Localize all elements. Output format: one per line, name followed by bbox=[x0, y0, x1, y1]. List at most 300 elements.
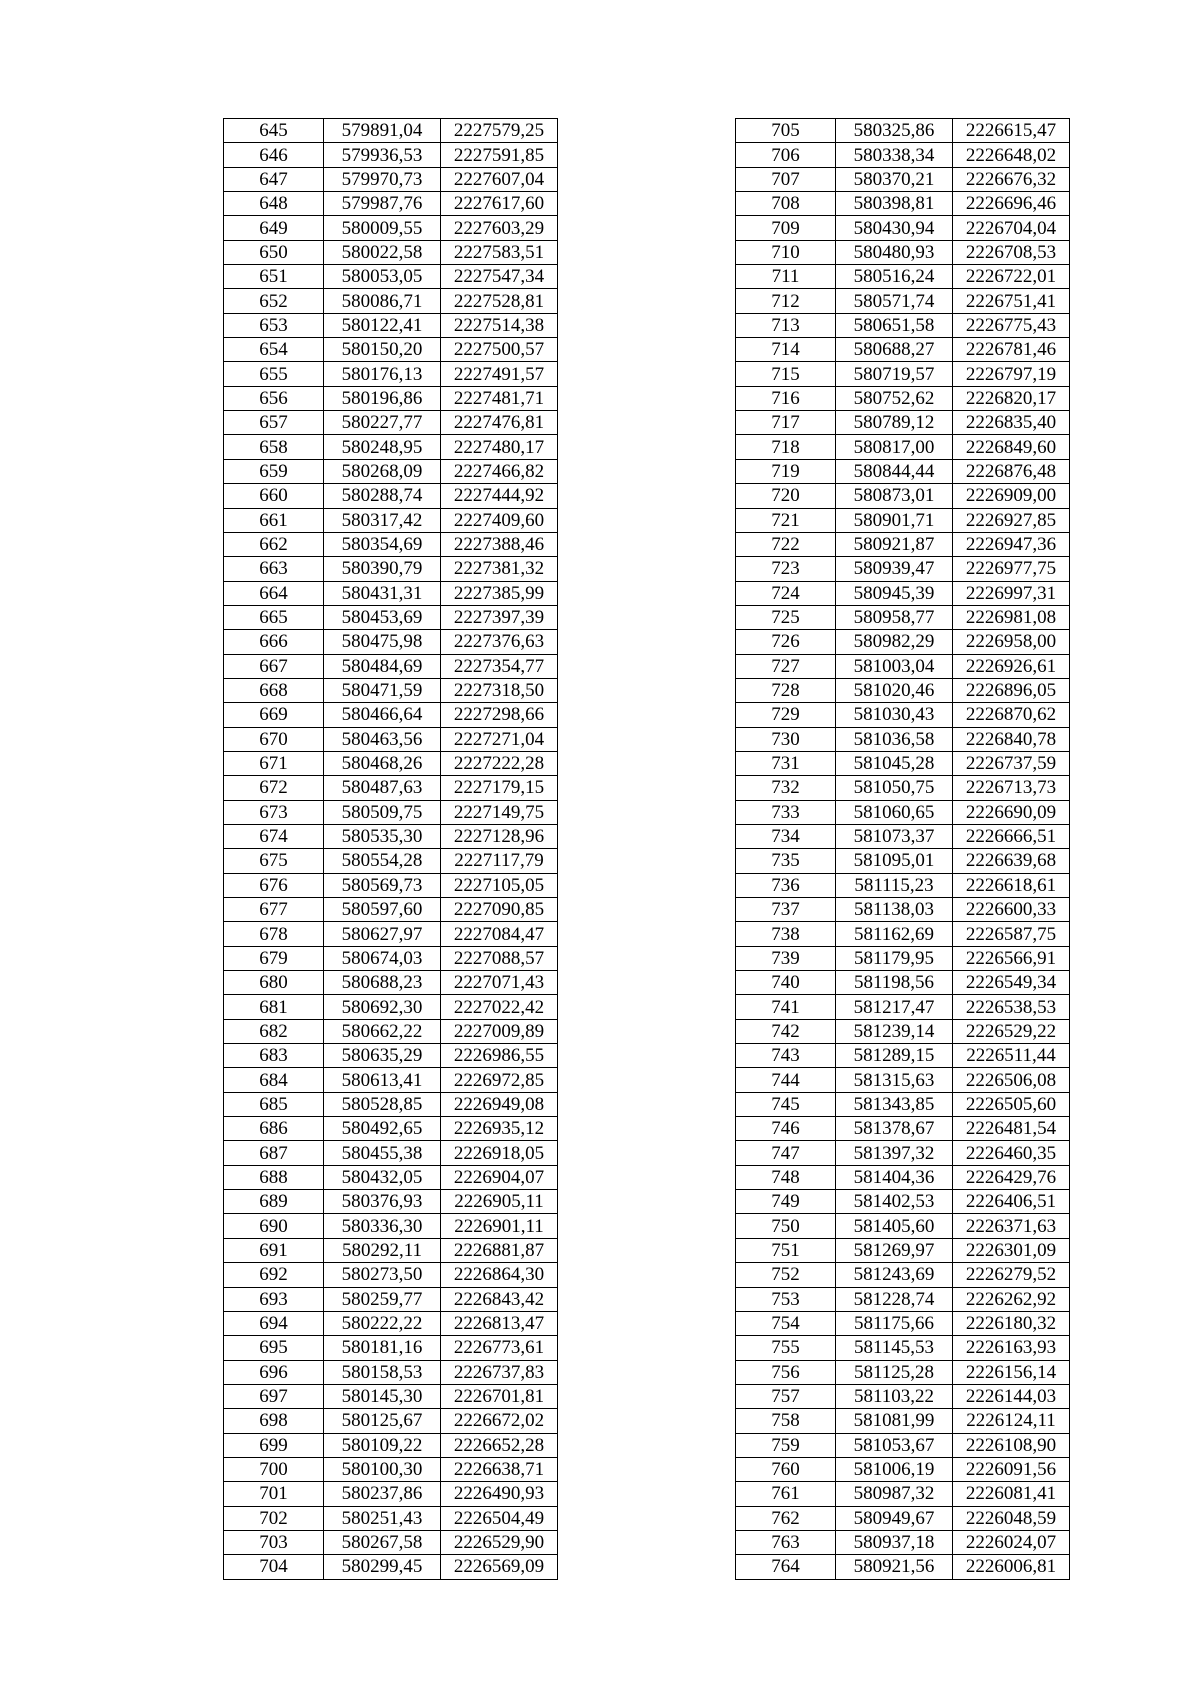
table-row bbox=[736, 1117, 1070, 1141]
y-coordinate-cell: 2226820,17 bbox=[953, 386, 1070, 410]
x-coordinate-cell: 579891,04 bbox=[324, 119, 441, 143]
point-number-cell: 664 bbox=[224, 581, 324, 605]
point-number-cell: 763 bbox=[736, 1530, 836, 1554]
x-coordinate-cell: 580145,30 bbox=[324, 1384, 441, 1408]
point-number-cell: 670 bbox=[224, 727, 324, 751]
table-row bbox=[224, 1287, 558, 1311]
point-number-cell: 679 bbox=[224, 946, 324, 970]
table-row bbox=[736, 1238, 1070, 1262]
y-coordinate-cell: 2227385,99 bbox=[441, 581, 558, 605]
point-number-cell: 721 bbox=[736, 508, 836, 532]
point-number-cell: 755 bbox=[736, 1336, 836, 1360]
table-row bbox=[736, 898, 1070, 922]
table-row bbox=[736, 1287, 1070, 1311]
y-coordinate-cell: 2227084,47 bbox=[441, 922, 558, 946]
point-number-cell: 762 bbox=[736, 1506, 836, 1530]
point-number-cell: 750 bbox=[736, 1214, 836, 1238]
table-row bbox=[736, 1384, 1070, 1408]
x-coordinate-cell: 580100,30 bbox=[324, 1457, 441, 1481]
point-number-cell: 706 bbox=[736, 143, 836, 167]
table-row bbox=[224, 1165, 558, 1189]
x-coordinate-cell: 580463,56 bbox=[324, 727, 441, 751]
y-coordinate-cell: 2226481,54 bbox=[953, 1117, 1070, 1141]
table-row bbox=[736, 1482, 1070, 1506]
x-coordinate-cell: 580492,65 bbox=[324, 1117, 441, 1141]
y-coordinate-cell: 2226775,43 bbox=[953, 313, 1070, 337]
point-number-cell: 760 bbox=[736, 1457, 836, 1481]
x-coordinate-cell: 581060,65 bbox=[836, 800, 953, 824]
point-number-cell: 685 bbox=[224, 1092, 324, 1116]
table-row bbox=[736, 776, 1070, 800]
x-coordinate-cell: 581036,58 bbox=[836, 727, 953, 751]
x-coordinate-cell: 581115,23 bbox=[836, 873, 953, 897]
point-number-cell: 764 bbox=[736, 1555, 836, 1579]
point-number-cell: 651 bbox=[224, 265, 324, 289]
point-number-cell: 667 bbox=[224, 654, 324, 678]
point-number-cell: 743 bbox=[736, 1044, 836, 1068]
point-number-cell: 728 bbox=[736, 678, 836, 702]
x-coordinate-cell: 580432,05 bbox=[324, 1165, 441, 1189]
x-coordinate-cell: 580009,55 bbox=[324, 216, 441, 240]
y-coordinate-cell: 2227071,43 bbox=[441, 971, 558, 995]
point-number-cell: 737 bbox=[736, 898, 836, 922]
point-number-cell: 700 bbox=[224, 1457, 324, 1481]
point-number-cell: 684 bbox=[224, 1068, 324, 1092]
point-number-cell: 708 bbox=[736, 192, 836, 216]
point-number-cell: 671 bbox=[224, 751, 324, 775]
table-row bbox=[736, 1044, 1070, 1068]
x-coordinate-cell: 580053,05 bbox=[324, 265, 441, 289]
table-row bbox=[736, 751, 1070, 775]
y-coordinate-cell: 2226870,62 bbox=[953, 703, 1070, 727]
x-coordinate-cell: 580086,71 bbox=[324, 289, 441, 313]
table-row bbox=[224, 1190, 558, 1214]
point-number-cell: 742 bbox=[736, 1019, 836, 1043]
y-coordinate-cell: 2227480,17 bbox=[441, 435, 558, 459]
y-coordinate-cell: 2227149,75 bbox=[441, 800, 558, 824]
table-row bbox=[736, 508, 1070, 532]
table-row bbox=[736, 581, 1070, 605]
point-number-cell: 663 bbox=[224, 557, 324, 581]
x-coordinate-cell: 580958,77 bbox=[836, 605, 953, 629]
y-coordinate-cell: 2226849,60 bbox=[953, 435, 1070, 459]
y-coordinate-cell: 2227376,63 bbox=[441, 630, 558, 654]
x-coordinate-cell: 580338,34 bbox=[836, 143, 953, 167]
y-coordinate-cell: 2226569,09 bbox=[441, 1555, 558, 1579]
y-coordinate-cell: 2227022,42 bbox=[441, 995, 558, 1019]
table-row bbox=[736, 1311, 1070, 1335]
table-row bbox=[224, 922, 558, 946]
point-number-cell: 757 bbox=[736, 1384, 836, 1408]
point-number-cell: 745 bbox=[736, 1092, 836, 1116]
x-coordinate-cell: 580651,58 bbox=[836, 313, 953, 337]
point-number-cell: 693 bbox=[224, 1287, 324, 1311]
y-coordinate-cell: 2226926,61 bbox=[953, 654, 1070, 678]
x-coordinate-cell: 580122,41 bbox=[324, 313, 441, 337]
y-coordinate-cell: 2226997,31 bbox=[953, 581, 1070, 605]
table-row bbox=[736, 289, 1070, 313]
y-coordinate-cell: 2227476,81 bbox=[441, 411, 558, 435]
y-coordinate-cell: 2226638,71 bbox=[441, 1457, 558, 1481]
point-number-cell: 747 bbox=[736, 1141, 836, 1165]
y-coordinate-cell: 2227603,29 bbox=[441, 216, 558, 240]
point-number-cell: 720 bbox=[736, 484, 836, 508]
y-coordinate-cell: 2226909,00 bbox=[953, 484, 1070, 508]
y-coordinate-cell: 2226587,75 bbox=[953, 922, 1070, 946]
y-coordinate-cell: 2226708,53 bbox=[953, 240, 1070, 264]
y-coordinate-cell: 2226876,48 bbox=[953, 459, 1070, 483]
x-coordinate-cell: 580635,29 bbox=[324, 1044, 441, 1068]
x-coordinate-cell: 580692,30 bbox=[324, 995, 441, 1019]
point-number-cell: 727 bbox=[736, 654, 836, 678]
y-coordinate-cell: 2226460,35 bbox=[953, 1141, 1070, 1165]
table-row bbox=[224, 1068, 558, 1092]
point-number-cell: 675 bbox=[224, 849, 324, 873]
table-row bbox=[224, 459, 558, 483]
y-coordinate-cell: 2226949,08 bbox=[441, 1092, 558, 1116]
point-number-cell: 672 bbox=[224, 776, 324, 800]
point-number-cell: 703 bbox=[224, 1530, 324, 1554]
x-coordinate-cell: 580921,56 bbox=[836, 1555, 953, 1579]
x-coordinate-cell: 581315,63 bbox=[836, 1068, 953, 1092]
table-row bbox=[736, 484, 1070, 508]
table-row bbox=[224, 167, 558, 191]
y-coordinate-cell: 2226504,49 bbox=[441, 1506, 558, 1530]
table-row bbox=[736, 532, 1070, 556]
table-row bbox=[736, 1068, 1070, 1092]
point-number-cell: 738 bbox=[736, 922, 836, 946]
point-number-cell: 645 bbox=[224, 119, 324, 143]
point-number-cell: 751 bbox=[736, 1238, 836, 1262]
table-row bbox=[736, 1165, 1070, 1189]
y-coordinate-cell: 2226024,07 bbox=[953, 1530, 1070, 1554]
table-row bbox=[224, 727, 558, 751]
point-number-cell: 730 bbox=[736, 727, 836, 751]
y-coordinate-cell: 2227583,51 bbox=[441, 240, 558, 264]
point-number-cell: 690 bbox=[224, 1214, 324, 1238]
x-coordinate-cell: 580484,69 bbox=[324, 654, 441, 678]
y-coordinate-cell: 2226538,53 bbox=[953, 995, 1070, 1019]
x-coordinate-cell: 579936,53 bbox=[324, 143, 441, 167]
y-coordinate-cell: 2226947,36 bbox=[953, 532, 1070, 556]
y-coordinate-cell: 2227500,57 bbox=[441, 338, 558, 362]
point-number-cell: 647 bbox=[224, 167, 324, 191]
x-coordinate-cell: 581243,69 bbox=[836, 1263, 953, 1287]
point-number-cell: 736 bbox=[736, 873, 836, 897]
x-coordinate-cell: 580466,64 bbox=[324, 703, 441, 727]
y-coordinate-cell: 2226773,61 bbox=[441, 1336, 558, 1360]
table-row bbox=[224, 1457, 558, 1481]
y-coordinate-cell: 2226935,12 bbox=[441, 1117, 558, 1141]
x-coordinate-cell: 580317,42 bbox=[324, 508, 441, 532]
table-row bbox=[736, 1506, 1070, 1530]
point-number-cell: 673 bbox=[224, 800, 324, 824]
point-number-cell: 704 bbox=[224, 1555, 324, 1579]
table-row bbox=[736, 971, 1070, 995]
x-coordinate-cell: 580299,45 bbox=[324, 1555, 441, 1579]
point-number-cell: 716 bbox=[736, 386, 836, 410]
table-row bbox=[224, 435, 558, 459]
x-coordinate-cell: 580873,01 bbox=[836, 484, 953, 508]
y-coordinate-cell: 2227222,28 bbox=[441, 751, 558, 775]
table-row bbox=[736, 873, 1070, 897]
x-coordinate-cell: 581006,19 bbox=[836, 1457, 953, 1481]
point-number-cell: 694 bbox=[224, 1311, 324, 1335]
y-coordinate-cell: 2226737,59 bbox=[953, 751, 1070, 775]
point-number-cell: 701 bbox=[224, 1482, 324, 1506]
y-coordinate-cell: 2226163,93 bbox=[953, 1336, 1070, 1360]
table-row bbox=[224, 800, 558, 824]
point-number-cell: 715 bbox=[736, 362, 836, 386]
table-row bbox=[736, 435, 1070, 459]
table-row bbox=[736, 1360, 1070, 1384]
point-number-cell: 654 bbox=[224, 338, 324, 362]
point-number-cell: 662 bbox=[224, 532, 324, 556]
point-number-cell: 739 bbox=[736, 946, 836, 970]
x-coordinate-cell: 580325,86 bbox=[836, 119, 953, 143]
x-coordinate-cell: 580535,30 bbox=[324, 824, 441, 848]
point-number-cell: 678 bbox=[224, 922, 324, 946]
x-coordinate-cell: 580158,53 bbox=[324, 1360, 441, 1384]
x-coordinate-cell: 581030,43 bbox=[836, 703, 953, 727]
x-coordinate-cell: 580267,58 bbox=[324, 1530, 441, 1554]
table-row bbox=[736, 1263, 1070, 1287]
x-coordinate-cell: 581020,46 bbox=[836, 678, 953, 702]
table-row bbox=[736, 1555, 1070, 1579]
y-coordinate-cell: 2226972,85 bbox=[441, 1068, 558, 1092]
table-row bbox=[736, 605, 1070, 629]
y-coordinate-cell: 2226905,11 bbox=[441, 1190, 558, 1214]
table-row bbox=[224, 289, 558, 313]
x-coordinate-cell: 580398,81 bbox=[836, 192, 953, 216]
y-coordinate-cell: 2227381,32 bbox=[441, 557, 558, 581]
table-row bbox=[736, 727, 1070, 751]
x-coordinate-cell: 580571,74 bbox=[836, 289, 953, 313]
y-coordinate-cell: 2226505,60 bbox=[953, 1092, 1070, 1116]
point-number-cell: 649 bbox=[224, 216, 324, 240]
x-coordinate-cell: 580248,95 bbox=[324, 435, 441, 459]
point-number-cell: 744 bbox=[736, 1068, 836, 1092]
y-coordinate-cell: 2226676,32 bbox=[953, 167, 1070, 191]
y-coordinate-cell: 2226081,41 bbox=[953, 1482, 1070, 1506]
x-coordinate-cell: 580390,79 bbox=[324, 557, 441, 581]
x-coordinate-cell: 580227,77 bbox=[324, 411, 441, 435]
point-number-cell: 726 bbox=[736, 630, 836, 654]
table-row bbox=[224, 1384, 558, 1408]
y-coordinate-cell: 2226690,09 bbox=[953, 800, 1070, 824]
y-coordinate-cell: 2226797,19 bbox=[953, 362, 1070, 386]
point-number-cell: 702 bbox=[224, 1506, 324, 1530]
table-row bbox=[736, 338, 1070, 362]
table-row bbox=[736, 459, 1070, 483]
y-coordinate-cell: 2227481,71 bbox=[441, 386, 558, 410]
table-row bbox=[224, 1530, 558, 1554]
y-coordinate-cell: 2227547,34 bbox=[441, 265, 558, 289]
y-coordinate-cell: 2226618,61 bbox=[953, 873, 1070, 897]
table-row bbox=[224, 1263, 558, 1287]
point-number-cell: 753 bbox=[736, 1287, 836, 1311]
point-number-cell: 758 bbox=[736, 1409, 836, 1433]
point-number-cell: 688 bbox=[224, 1165, 324, 1189]
y-coordinate-cell: 2227354,77 bbox=[441, 654, 558, 678]
table-row bbox=[224, 654, 558, 678]
x-coordinate-cell: 580939,47 bbox=[836, 557, 953, 581]
y-coordinate-cell: 2226549,34 bbox=[953, 971, 1070, 995]
table-row bbox=[224, 1044, 558, 1068]
coordinates-table-body bbox=[736, 119, 1070, 1580]
table-row bbox=[224, 1311, 558, 1335]
table-row bbox=[736, 849, 1070, 873]
point-number-cell: 733 bbox=[736, 800, 836, 824]
y-coordinate-cell: 2227466,82 bbox=[441, 459, 558, 483]
y-coordinate-cell: 2226006,81 bbox=[953, 1555, 1070, 1579]
x-coordinate-cell: 581125,28 bbox=[836, 1360, 953, 1384]
table-row bbox=[224, 1141, 558, 1165]
x-coordinate-cell: 580674,03 bbox=[324, 946, 441, 970]
point-number-cell: 677 bbox=[224, 898, 324, 922]
point-number-cell: 692 bbox=[224, 1263, 324, 1287]
table-row bbox=[736, 265, 1070, 289]
y-coordinate-cell: 2226666,51 bbox=[953, 824, 1070, 848]
table-row bbox=[224, 1117, 558, 1141]
point-number-cell: 749 bbox=[736, 1190, 836, 1214]
y-coordinate-cell: 2226511,44 bbox=[953, 1044, 1070, 1068]
table-row bbox=[224, 678, 558, 702]
x-coordinate-cell: 580354,69 bbox=[324, 532, 441, 556]
x-coordinate-cell: 580789,12 bbox=[836, 411, 953, 435]
point-number-cell: 699 bbox=[224, 1433, 324, 1457]
table-row bbox=[224, 630, 558, 654]
y-coordinate-cell: 2227388,46 bbox=[441, 532, 558, 556]
table-row bbox=[736, 630, 1070, 654]
y-coordinate-cell: 2226918,05 bbox=[441, 1141, 558, 1165]
y-coordinate-cell: 2227528,81 bbox=[441, 289, 558, 313]
point-number-cell: 668 bbox=[224, 678, 324, 702]
x-coordinate-cell: 580688,27 bbox=[836, 338, 953, 362]
table-row bbox=[224, 265, 558, 289]
table-row bbox=[224, 898, 558, 922]
x-coordinate-cell: 580237,86 bbox=[324, 1482, 441, 1506]
x-coordinate-cell: 581003,04 bbox=[836, 654, 953, 678]
point-number-cell: 682 bbox=[224, 1019, 324, 1043]
y-coordinate-cell: 2226371,63 bbox=[953, 1214, 1070, 1238]
x-coordinate-cell: 580259,77 bbox=[324, 1287, 441, 1311]
y-coordinate-cell: 2226835,40 bbox=[953, 411, 1070, 435]
x-coordinate-cell: 580719,57 bbox=[836, 362, 953, 386]
x-coordinate-cell: 580844,44 bbox=[836, 459, 953, 483]
x-coordinate-cell: 581343,85 bbox=[836, 1092, 953, 1116]
point-number-cell: 698 bbox=[224, 1409, 324, 1433]
point-number-cell: 754 bbox=[736, 1311, 836, 1335]
x-coordinate-cell: 581228,74 bbox=[836, 1287, 953, 1311]
y-coordinate-cell: 2226108,90 bbox=[953, 1433, 1070, 1457]
point-number-cell: 748 bbox=[736, 1165, 836, 1189]
point-number-cell: 759 bbox=[736, 1433, 836, 1457]
x-coordinate-cell: 580752,62 bbox=[836, 386, 953, 410]
table-row bbox=[736, 362, 1070, 386]
table-row bbox=[736, 557, 1070, 581]
point-number-cell: 660 bbox=[224, 484, 324, 508]
x-coordinate-cell: 580370,21 bbox=[836, 167, 953, 191]
point-number-cell: 722 bbox=[736, 532, 836, 556]
point-number-cell: 674 bbox=[224, 824, 324, 848]
point-number-cell: 710 bbox=[736, 240, 836, 264]
x-coordinate-cell: 580455,38 bbox=[324, 1141, 441, 1165]
x-coordinate-cell: 580471,59 bbox=[324, 678, 441, 702]
table-row bbox=[224, 143, 558, 167]
point-number-cell: 681 bbox=[224, 995, 324, 1019]
table-row bbox=[736, 1530, 1070, 1554]
table-row bbox=[224, 1336, 558, 1360]
x-coordinate-cell: 581402,53 bbox=[836, 1190, 953, 1214]
y-coordinate-cell: 2226927,85 bbox=[953, 508, 1070, 532]
y-coordinate-cell: 2226672,02 bbox=[441, 1409, 558, 1433]
table-row bbox=[736, 167, 1070, 191]
table-row bbox=[736, 922, 1070, 946]
point-number-cell: 680 bbox=[224, 971, 324, 995]
x-coordinate-cell: 581378,67 bbox=[836, 1117, 953, 1141]
x-coordinate-cell: 580268,09 bbox=[324, 459, 441, 483]
point-number-cell: 735 bbox=[736, 849, 836, 873]
y-coordinate-cell: 2226843,42 bbox=[441, 1287, 558, 1311]
x-coordinate-cell: 580453,69 bbox=[324, 605, 441, 629]
y-coordinate-cell: 2226262,92 bbox=[953, 1287, 1070, 1311]
x-coordinate-cell: 580336,30 bbox=[324, 1214, 441, 1238]
x-coordinate-cell: 580475,98 bbox=[324, 630, 441, 654]
x-coordinate-cell: 581404,36 bbox=[836, 1165, 953, 1189]
point-number-cell: 723 bbox=[736, 557, 836, 581]
y-coordinate-cell: 2226529,90 bbox=[441, 1530, 558, 1554]
point-number-cell: 746 bbox=[736, 1117, 836, 1141]
point-number-cell: 686 bbox=[224, 1117, 324, 1141]
point-number-cell: 666 bbox=[224, 630, 324, 654]
x-coordinate-cell: 581198,56 bbox=[836, 971, 953, 995]
y-coordinate-cell: 2227298,66 bbox=[441, 703, 558, 727]
point-number-cell: 665 bbox=[224, 605, 324, 629]
table-row bbox=[224, 240, 558, 264]
table-row bbox=[224, 508, 558, 532]
y-coordinate-cell: 2226713,73 bbox=[953, 776, 1070, 800]
point-number-cell: 761 bbox=[736, 1482, 836, 1506]
x-coordinate-cell: 581289,15 bbox=[836, 1044, 953, 1068]
point-number-cell: 724 bbox=[736, 581, 836, 605]
y-coordinate-cell: 2226904,07 bbox=[441, 1165, 558, 1189]
x-coordinate-cell: 580613,41 bbox=[324, 1068, 441, 1092]
table-row bbox=[736, 1092, 1070, 1116]
y-coordinate-cell: 2226701,81 bbox=[441, 1384, 558, 1408]
point-number-cell: 691 bbox=[224, 1238, 324, 1262]
y-coordinate-cell: 2226896,05 bbox=[953, 678, 1070, 702]
y-coordinate-cell: 2227179,15 bbox=[441, 776, 558, 800]
y-coordinate-cell: 2226429,76 bbox=[953, 1165, 1070, 1189]
point-number-cell: 740 bbox=[736, 971, 836, 995]
y-coordinate-cell: 2226737,83 bbox=[441, 1360, 558, 1384]
table-row bbox=[736, 1190, 1070, 1214]
y-coordinate-cell: 2226652,28 bbox=[441, 1433, 558, 1457]
table-row bbox=[224, 386, 558, 410]
y-coordinate-cell: 2226156,14 bbox=[953, 1360, 1070, 1384]
table-row bbox=[736, 216, 1070, 240]
point-number-cell: 695 bbox=[224, 1336, 324, 1360]
y-coordinate-cell: 2226529,22 bbox=[953, 1019, 1070, 1043]
y-coordinate-cell: 2227607,04 bbox=[441, 167, 558, 191]
table-row bbox=[224, 1482, 558, 1506]
table-row bbox=[736, 800, 1070, 824]
y-coordinate-cell: 2226301,09 bbox=[953, 1238, 1070, 1262]
x-coordinate-cell: 580251,43 bbox=[324, 1506, 441, 1530]
x-coordinate-cell: 579970,73 bbox=[324, 167, 441, 191]
point-number-cell: 648 bbox=[224, 192, 324, 216]
